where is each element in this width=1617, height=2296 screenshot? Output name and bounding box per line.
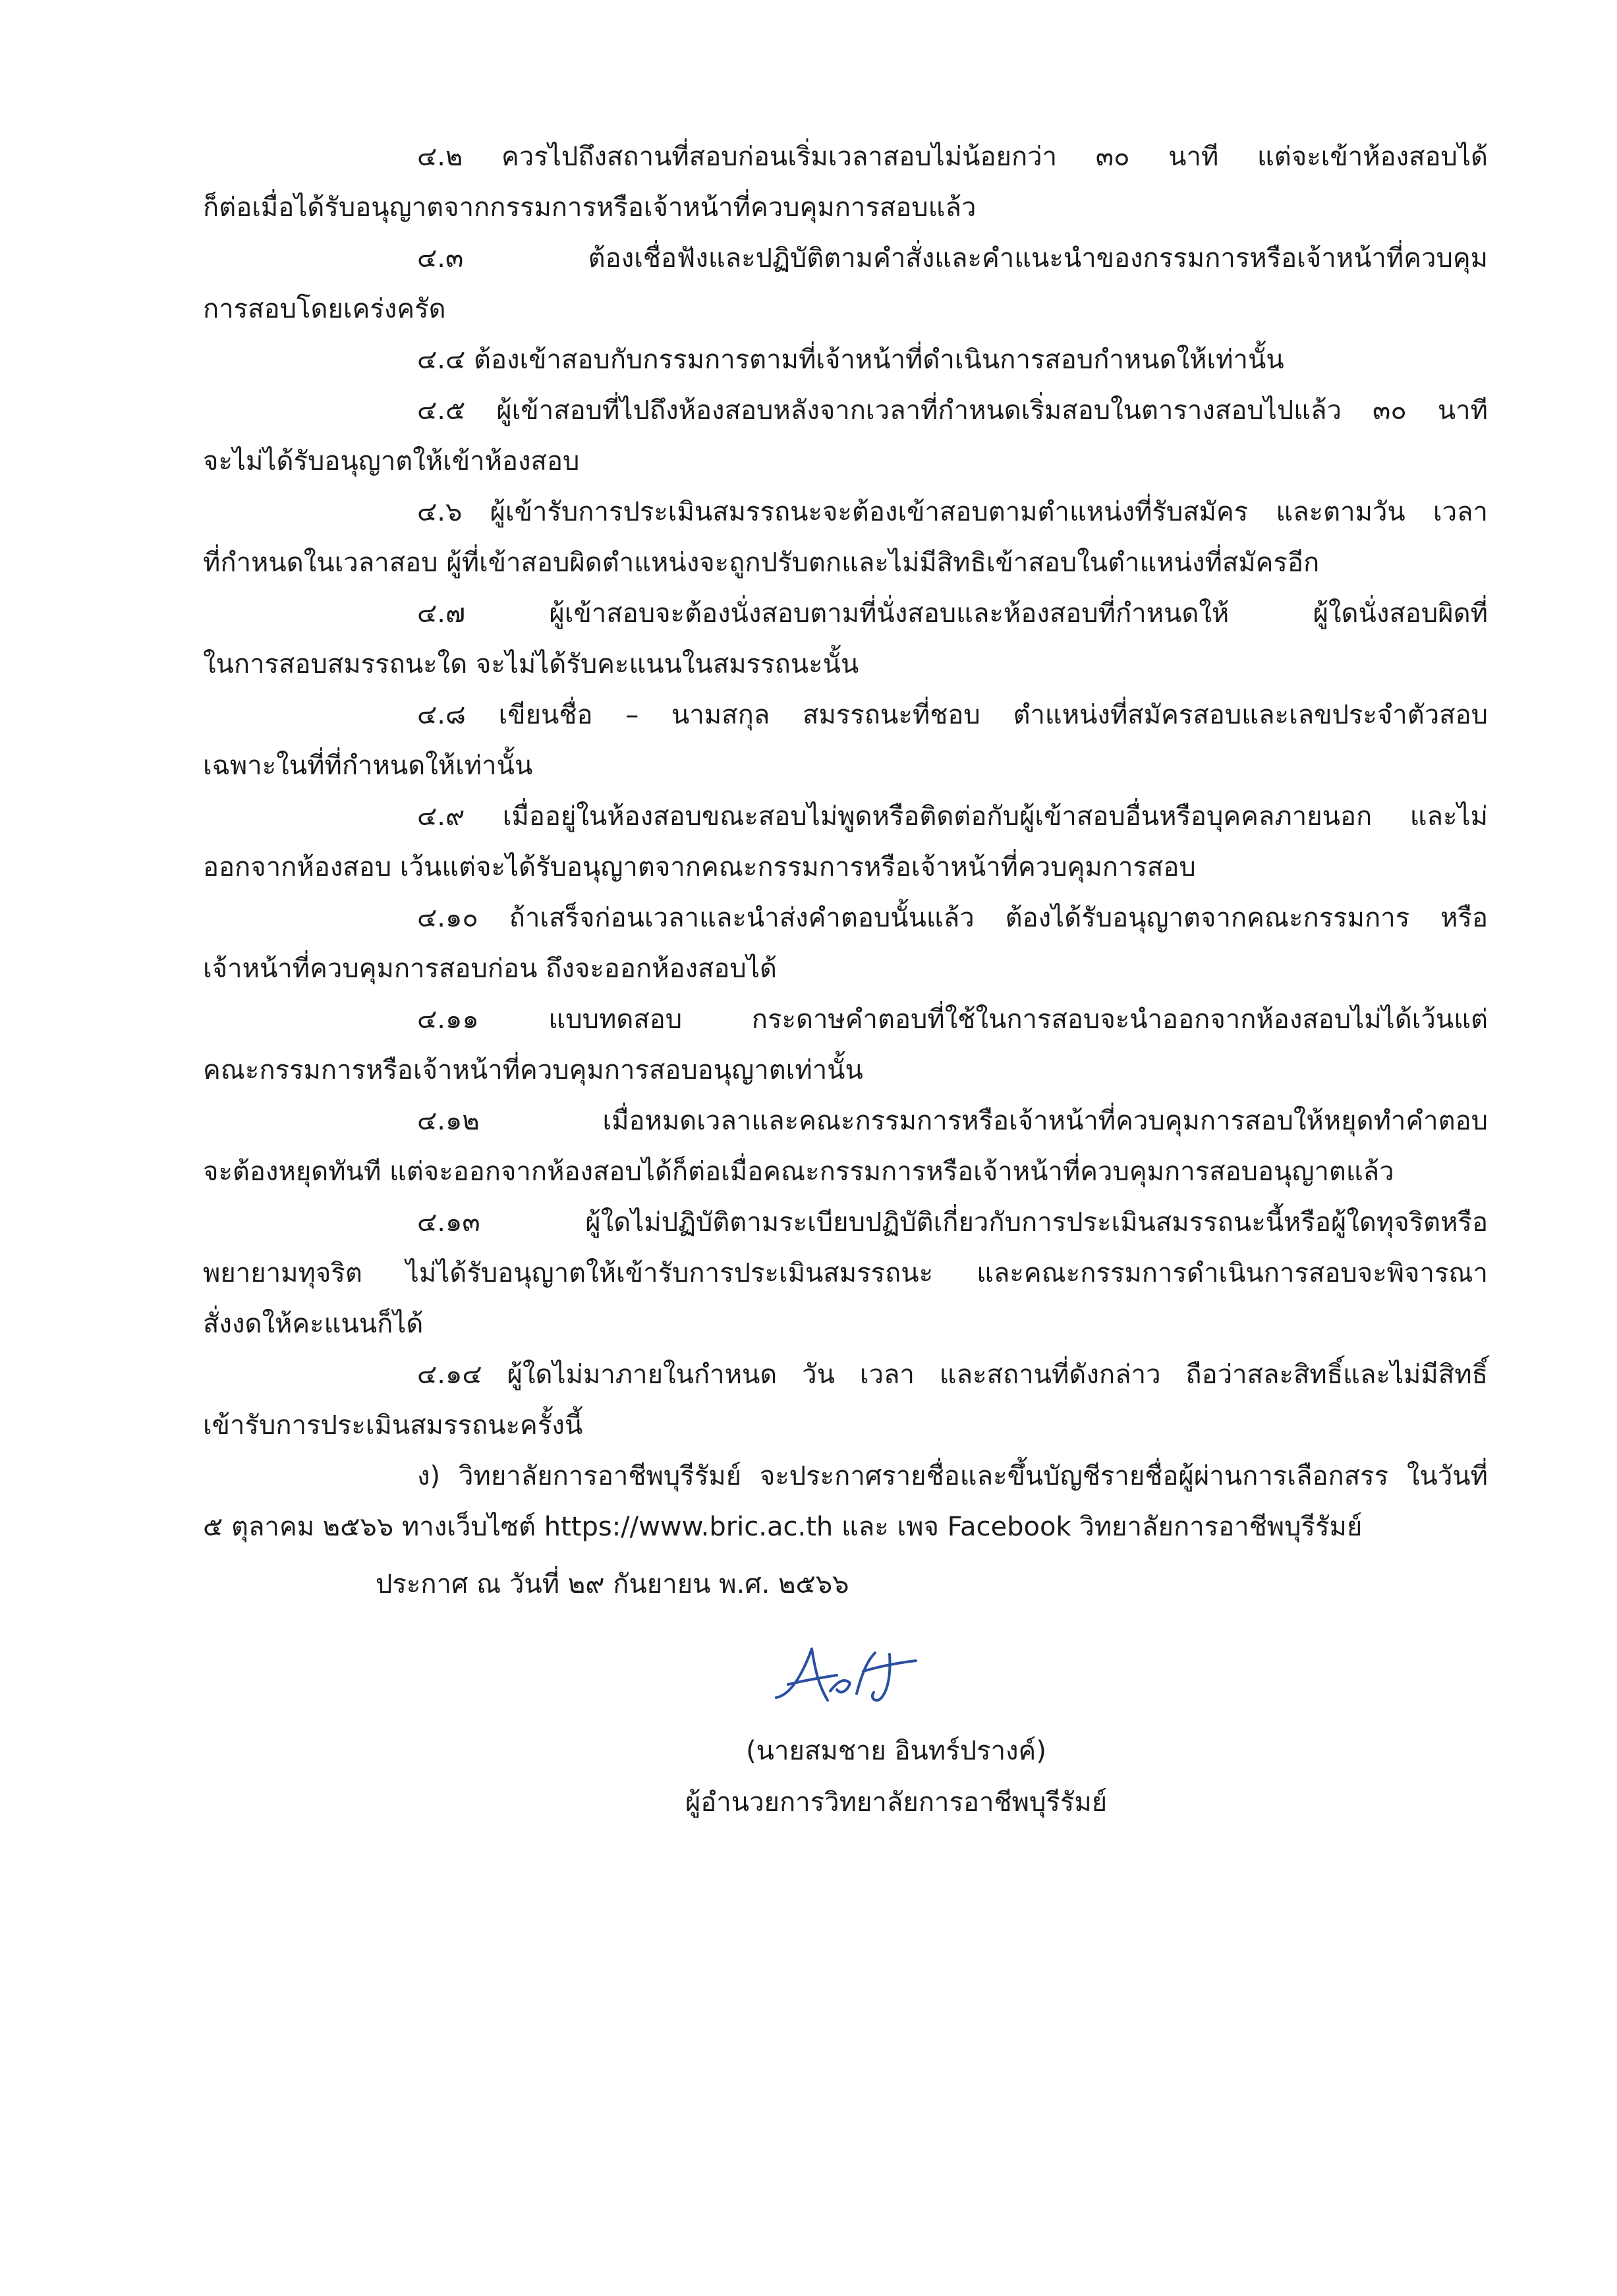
paragraph bbox=[203, 791, 1488, 893]
signature-image bbox=[764, 1634, 949, 1720]
paragraph bbox=[203, 1350, 1488, 1451]
paragraph bbox=[203, 690, 1488, 791]
paragraph bbox=[203, 335, 1488, 386]
paragraph bbox=[203, 1451, 1488, 1553]
paragraph-line: ๔.๕ ผู้เข้าสอบที่ไปถึงห้องสอบหลังจากเวลาที่กำหนดเริ่มสอบในตารางสอบไปแล้ว ๓๐ นาที bbox=[417, 395, 1488, 426]
paragraph-line: ๔.๒ ควรไปถึงสถานที่สอบก่อนเริ่มเวลาสอบไม่น้อยกว่า ๓๐ นาที แต่จะเข้าห้องสอบได้ bbox=[417, 142, 1488, 172]
paragraph-line: เฉพาะในที่ที่กำหนดให้เท่านั้น bbox=[203, 751, 533, 781]
paragraph-line: ๔.๙ เมื่ออยู่ในห้องสอบขณะสอบไม่พูดหรือติดต่อกับผู้เข้าสอบอื่นหรือบุคคลภายนอก และไม่ bbox=[417, 801, 1488, 832]
paragraph bbox=[203, 386, 1488, 487]
paragraph-line: ๔.๑๓ ผู้ใดไม่ปฏิบัติตามระเบียบปฏิบัติเกี่ยวกับการประเมินสมรรถนะนี้หรือผู้ใดทุจริตหรือ bbox=[417, 1207, 1488, 1238]
paragraph-line: จะไม่ได้รับอนุญาตให้เข้าห้องสอบ bbox=[203, 446, 580, 476]
paragraph-line: ๔.๘ เขียนชื่อ – นามสกุล สมรรถนะที่ชอบ ตำแหน่งที่สมัครสอบและเลขประจำตัวสอบ bbox=[417, 700, 1488, 730]
paragraph bbox=[203, 132, 1488, 233]
paragraph-line: ๔.๑๒ เมื่อหมดเวลาและคณะกรรมการหรือเจ้าหน้าที่ควบคุมการสอบให้หยุดทำคำตอบ bbox=[417, 1106, 1488, 1136]
paragraph bbox=[203, 893, 1488, 994]
signer-name: (นายสมชาย อินทร์ปรางค์) bbox=[746, 1736, 1046, 1766]
paragraph bbox=[203, 233, 1488, 335]
paragraph-line: ๔.๗ ผู้เข้าสอบจะต้องนั่งสอบตามที่นั่งสอบและห้องสอบที่กำหนดให้ ผู้ใดนั่งสอบผิดที่ bbox=[417, 598, 1488, 629]
paragraph-line: ก็ต่อเมื่อได้รับอนุญาตจากกรรมการหรือเจ้าหน้าที่ควบคุมการสอบแล้ว bbox=[203, 192, 977, 223]
paragraph-line: ในการสอบสมรรถนะใด จะไม่ได้รับคะแนนในสมรรถนะนั้น bbox=[203, 649, 859, 679]
paragraph-line: พยายามทุจริต ไม่ได้รับอนุญาตให้เข้ารับการประเมินสมรรถนะ และคณะกรรมการดำเนินการสอบจะพิจารณา bbox=[203, 1258, 1488, 1288]
paragraph-line: ๔.๑๑ แบบทดสอบ กระดาษคำตอบที่ใช้ในการสอบจะนำออกจากห้องสอบไม่ได้เว้นแต่ bbox=[417, 1004, 1488, 1035]
paragraph-line: ๕ ตุลาคม ๒๕๖๖ ทางเว็บไซต์ https://www.bric.ac.th และ เพจ Facebook วิทยาลัยการอาชีพบุรีรัมย์ bbox=[203, 1512, 1363, 1542]
paragraph-line: เจ้าหน้าที่ควบคุมการสอบก่อน ถึงจะออกห้องสอบได้ bbox=[203, 954, 777, 984]
paragraph-line: ออกจากห้องสอบ เว้นแต่จะได้รับอนุญาตจากคณะกรรมการหรือเจ้าหน้าที่ควบคุมการสอบ bbox=[203, 852, 1196, 882]
paragraph bbox=[203, 487, 1488, 588]
document-body bbox=[203, 132, 1488, 1553]
paragraph-line: ๔.๔ ต้องเข้าสอบกับกรรมการตามที่เจ้าหน้าที่ดำเนินการสอบกำหนดให้เท่านั้น bbox=[417, 345, 1284, 375]
paragraph-line: ง) วิทยาลัยการอาชีพบุรีรัมย์ จะประกาศรายชื่อและขึ้นบัญชีรายชื่อผู้ผ่านการเลือกสรร ในวันที่ bbox=[417, 1461, 1488, 1491]
paragraph bbox=[203, 1197, 1488, 1350]
paragraph-line: ๔.๑๐ ถ้าเสร็จก่อนเวลาและนำส่งคำตอบนั้นแล้ว ต้องได้รับอนุญาตจากคณะกรรมการ หรือ bbox=[417, 903, 1488, 933]
paragraph-line: ๔.๑๔ ผู้ใดไม่มาภายในกำหนด วัน เวลา และสถานที่ดังกล่าว ถือว่าสละสิทธิ์และไม่มีสิทธิ์ bbox=[417, 1360, 1488, 1390]
paragraph-line: ๔.๖ ผู้เข้ารับการประเมินสมรรถนะจะต้องเข้าสอบตามตำแหน่งที่รับสมัคร และตามวัน เวลา bbox=[417, 497, 1488, 527]
paragraph-line: คณะกรรมการหรือเจ้าหน้าที่ควบคุมการสอบอนุญาตเท่านั้น bbox=[203, 1055, 863, 1085]
paragraph-line: การสอบโดยเคร่งครัด bbox=[203, 294, 446, 324]
paragraph bbox=[203, 994, 1488, 1096]
paragraph-line: เข้ารับการประเมินสมรรถนะครั้งนี้ bbox=[203, 1410, 583, 1441]
paragraph bbox=[203, 1096, 1488, 1197]
paragraph-line: สั่งงดให้คะแนนก็ได้ bbox=[203, 1309, 424, 1339]
paragraph-line: ที่กำหนดในเวลาสอบ ผู้ที่เข้าสอบผิดตำแหน่งจะถูกปรับตกและไม่มีสิทธิเข้าสอบในตำแหน่งที่สมัครอีก bbox=[203, 548, 1320, 578]
paragraph bbox=[203, 588, 1488, 690]
paragraph-line: ๔.๓ ต้องเชื่อฟังและปฏิบัติตามคำสั่งและคำแนะนำของกรรมการหรือเจ้าหน้าที่ควบคุม bbox=[417, 243, 1488, 273]
announcement-date: ประกาศ ณ วันที่ ๒๙ กันยายน พ.ศ. ๒๕๖๖ bbox=[376, 1569, 849, 1599]
signer-title: ผู้อำนวยการวิทยาลัยการอาชีพบุรีรัมย์ bbox=[685, 1787, 1108, 1818]
signature-block bbox=[659, 1725, 1133, 1828]
paragraph-line: จะต้องหยุดทันที แต่จะออกจากห้องสอบได้ก็ต่อเมื่อคณะกรรมการหรือเจ้าหน้าที่ควบคุมการสอบอนุญาตแล้ว bbox=[203, 1157, 1394, 1187]
